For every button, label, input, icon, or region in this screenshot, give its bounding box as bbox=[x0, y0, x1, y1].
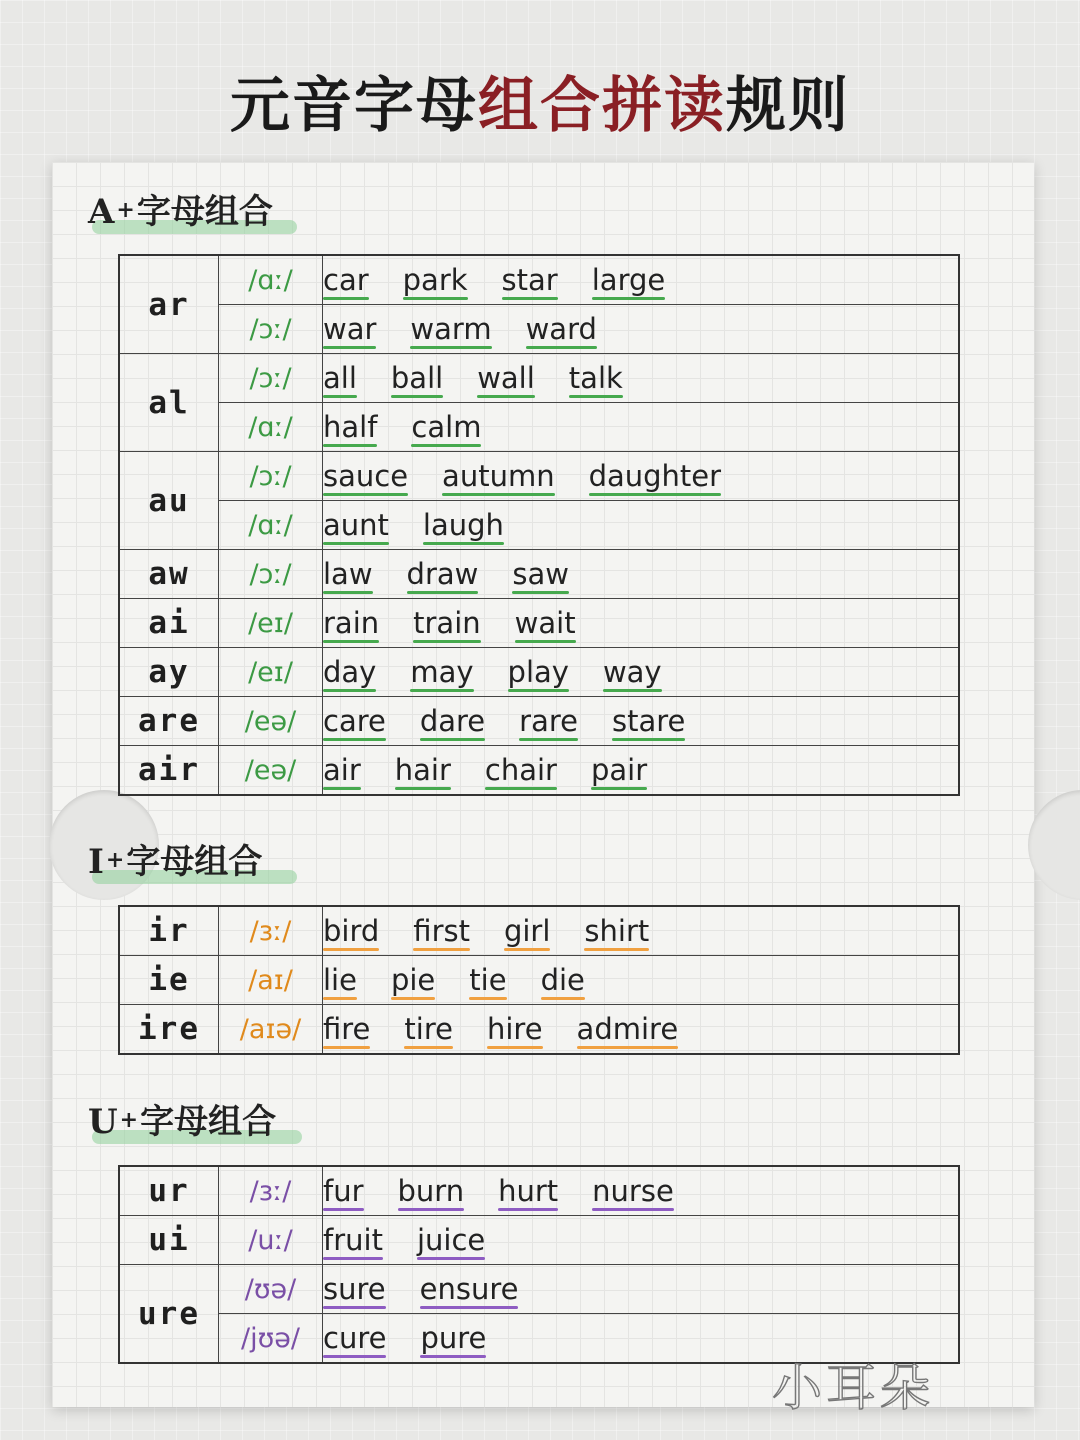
table-row bbox=[119, 452, 959, 501]
example-word-text: sauce bbox=[323, 459, 409, 493]
vowel-underline bbox=[323, 738, 386, 741]
vowel-underline bbox=[592, 1208, 674, 1211]
section-letter: A bbox=[88, 192, 115, 232]
vowel-underline bbox=[323, 1046, 370, 1049]
table-row bbox=[119, 501, 959, 550]
example-words bbox=[323, 354, 960, 403]
vowel-underline bbox=[498, 1208, 558, 1211]
table-row bbox=[119, 697, 959, 746]
section-heading-a: A+字母组合 bbox=[88, 184, 273, 240]
vowel-underline bbox=[603, 689, 662, 692]
vowel-underline bbox=[508, 689, 569, 692]
letter-combo: ar bbox=[119, 255, 219, 354]
example-word bbox=[391, 360, 443, 396]
example-word bbox=[323, 360, 357, 396]
example-word bbox=[584, 913, 649, 949]
table-row bbox=[119, 354, 959, 403]
example-word-text: fruit bbox=[323, 1223, 383, 1257]
phonetic-symbol: /ɜː/ bbox=[219, 906, 323, 956]
letter-combo: al bbox=[119, 354, 219, 452]
example-word-text: dare bbox=[419, 704, 486, 738]
letter-combo: ir bbox=[119, 906, 219, 956]
example-word-text: ward bbox=[525, 312, 597, 346]
card-notch-right bbox=[1028, 790, 1080, 900]
example-word bbox=[569, 360, 623, 396]
example-word-text: play bbox=[507, 655, 569, 689]
example-word bbox=[515, 605, 576, 641]
example-word bbox=[323, 703, 386, 739]
vowel-underline bbox=[323, 493, 408, 496]
vowel-underline bbox=[398, 1208, 465, 1211]
vowel-underline bbox=[323, 542, 389, 545]
table-row bbox=[119, 956, 959, 1005]
example-word-text: calm bbox=[411, 410, 482, 444]
page-title bbox=[0, 58, 1080, 144]
title-part-3: 规则 bbox=[726, 71, 850, 141]
phonics-table-i bbox=[118, 905, 960, 1055]
example-word-text: war bbox=[323, 312, 377, 346]
example-word bbox=[323, 1173, 364, 1209]
section-heading-u: U+字母组合 bbox=[88, 1094, 276, 1150]
example-word bbox=[323, 1271, 386, 1307]
example-word bbox=[592, 1173, 674, 1209]
example-words bbox=[323, 1265, 960, 1314]
example-word bbox=[512, 556, 569, 592]
vowel-underline bbox=[477, 395, 535, 398]
example-word-text: first bbox=[413, 914, 470, 948]
example-word bbox=[410, 654, 473, 690]
example-word-text: admire bbox=[576, 1012, 679, 1046]
vowel-underline bbox=[591, 787, 647, 790]
watermark: 小耳朵 bbox=[772, 1359, 934, 1417]
letter-combo: ie bbox=[119, 956, 219, 1005]
example-word-text: wall bbox=[477, 361, 535, 395]
table-row bbox=[119, 1005, 959, 1055]
example-word-text: draw bbox=[406, 557, 479, 591]
vowel-underline bbox=[323, 640, 379, 643]
example-word bbox=[420, 703, 485, 739]
example-word bbox=[519, 703, 578, 739]
example-words bbox=[323, 697, 960, 746]
vowel-underline bbox=[584, 948, 649, 951]
vowel-underline bbox=[323, 997, 357, 1000]
vowel-underline bbox=[519, 738, 578, 741]
example-word bbox=[592, 262, 666, 298]
example-words bbox=[323, 906, 960, 956]
vowel-underline bbox=[487, 1046, 543, 1049]
example-word-text: train bbox=[413, 606, 481, 640]
example-word-text: nurse bbox=[592, 1174, 674, 1208]
vowel-underline bbox=[391, 395, 443, 398]
vowel-underline bbox=[442, 493, 555, 496]
example-word bbox=[323, 1222, 383, 1258]
section-label: 字母组合 bbox=[126, 842, 263, 882]
vowel-underline bbox=[411, 444, 481, 447]
example-words bbox=[323, 1216, 960, 1265]
example-word-text: saw bbox=[512, 557, 569, 591]
example-word bbox=[407, 556, 479, 592]
example-word-text: chair bbox=[484, 753, 557, 787]
letter-combo: ur bbox=[119, 1166, 219, 1216]
example-word-text: air bbox=[323, 753, 361, 787]
vowel-underline bbox=[569, 395, 623, 398]
example-word bbox=[323, 556, 373, 592]
vowel-underline bbox=[512, 591, 569, 594]
example-word-text: star bbox=[501, 263, 558, 297]
example-word bbox=[391, 962, 435, 998]
table-row bbox=[119, 648, 959, 697]
example-word bbox=[589, 458, 721, 494]
example-word-text: rare bbox=[519, 704, 578, 738]
letter-combo: ay bbox=[119, 648, 219, 697]
phonetic-symbol: /uː/ bbox=[219, 1216, 323, 1265]
example-words bbox=[323, 648, 960, 697]
letter-combo: are bbox=[119, 697, 219, 746]
vowel-underline bbox=[420, 1306, 519, 1309]
phonetic-symbol: /ɜː/ bbox=[219, 1166, 323, 1216]
title-part-2: 组合拼读 bbox=[478, 71, 726, 141]
vowel-underline bbox=[413, 948, 470, 951]
example-words bbox=[323, 1166, 960, 1216]
vowel-underline bbox=[420, 1355, 486, 1358]
example-word-text: juice bbox=[416, 1223, 486, 1257]
example-word-text: day bbox=[323, 655, 377, 689]
letter-combo: aw bbox=[119, 550, 219, 599]
example-word-text: bird bbox=[323, 914, 380, 948]
example-word-text: park bbox=[402, 263, 468, 297]
vowel-underline bbox=[526, 346, 597, 349]
phonetic-symbol: /ʊə/ bbox=[219, 1265, 323, 1314]
example-word-text: hair bbox=[394, 753, 451, 787]
example-word bbox=[323, 311, 376, 347]
example-word-text: shirt bbox=[584, 914, 650, 948]
example-words bbox=[323, 1005, 960, 1055]
section-label: 字母组合 bbox=[140, 1102, 277, 1142]
letter-combo: ai bbox=[119, 599, 219, 648]
vowel-underline bbox=[323, 395, 357, 398]
vowel-underline bbox=[612, 738, 685, 741]
example-word-text: ball bbox=[390, 361, 444, 395]
example-word-text: law bbox=[323, 557, 373, 591]
vowel-underline bbox=[323, 297, 369, 300]
section-letter: I bbox=[88, 842, 104, 882]
example-word bbox=[403, 262, 468, 298]
vowel-underline bbox=[323, 689, 376, 692]
phonetic-symbol: /eə/ bbox=[219, 746, 323, 796]
example-word bbox=[404, 1011, 453, 1047]
example-word bbox=[323, 605, 379, 641]
vowel-underline bbox=[592, 297, 666, 300]
vowel-underline bbox=[323, 1208, 364, 1211]
letter-combo: au bbox=[119, 452, 219, 550]
section-heading-i: I+字母组合 bbox=[88, 834, 262, 890]
example-word bbox=[485, 752, 557, 788]
example-word bbox=[603, 654, 662, 690]
phonetic-symbol: /aɪ/ bbox=[219, 956, 323, 1005]
example-word bbox=[442, 458, 555, 494]
phonetic-symbol: /ɔː/ bbox=[219, 550, 323, 599]
example-word-text: autumn bbox=[442, 459, 555, 493]
vowel-underline bbox=[423, 542, 504, 545]
vowel-underline bbox=[469, 997, 506, 1000]
example-word-text: large bbox=[591, 263, 666, 297]
example-word bbox=[420, 1271, 519, 1307]
phonetic-symbol: /eɪ/ bbox=[219, 648, 323, 697]
letter-combo: air bbox=[119, 746, 219, 796]
example-word-text: way bbox=[602, 655, 662, 689]
vowel-underline bbox=[395, 787, 451, 790]
phonetic-symbol: /aɪə/ bbox=[219, 1005, 323, 1055]
table-row bbox=[119, 1216, 959, 1265]
phonetic-symbol: /ɔː/ bbox=[219, 305, 323, 354]
table-row bbox=[119, 906, 959, 956]
vowel-underline bbox=[323, 1306, 386, 1309]
example-word-text: lie bbox=[323, 963, 357, 997]
table-row bbox=[119, 255, 959, 305]
example-word bbox=[420, 1320, 486, 1356]
vowel-underline bbox=[323, 948, 379, 951]
example-word-text: laugh bbox=[422, 508, 504, 542]
example-word bbox=[413, 913, 470, 949]
example-word-text: daughter bbox=[588, 459, 722, 493]
table-row bbox=[119, 305, 959, 354]
example-word-text: fire bbox=[323, 1012, 371, 1046]
example-word bbox=[577, 1011, 679, 1047]
example-word-text: wait bbox=[514, 606, 576, 640]
vowel-underline bbox=[410, 346, 491, 349]
phonetic-symbol: /ɔː/ bbox=[219, 354, 323, 403]
example-word-text: pure bbox=[420, 1321, 487, 1355]
example-word-text: care bbox=[323, 704, 386, 738]
phonetic-symbol: /eɪ/ bbox=[219, 599, 323, 648]
phonetic-symbol: /eə/ bbox=[219, 697, 323, 746]
example-word-text: cure bbox=[323, 1321, 387, 1355]
phonetic-symbol: /ɔː/ bbox=[219, 452, 323, 501]
example-words bbox=[323, 501, 960, 550]
example-word-text: die bbox=[540, 963, 585, 997]
example-words bbox=[323, 956, 960, 1005]
vowel-underline bbox=[515, 640, 576, 643]
vowel-underline bbox=[541, 997, 585, 1000]
example-word bbox=[502, 262, 558, 298]
example-word-text: car bbox=[323, 263, 369, 297]
vowel-underline bbox=[410, 689, 473, 692]
example-word bbox=[323, 507, 389, 543]
vowel-underline bbox=[323, 346, 376, 349]
table-row bbox=[119, 550, 959, 599]
example-word bbox=[498, 1173, 558, 1209]
example-word-text: pair bbox=[590, 753, 648, 787]
table-row bbox=[119, 746, 959, 796]
example-word-text: girl bbox=[503, 914, 551, 948]
section-letter: U bbox=[88, 1102, 118, 1142]
vowel-underline bbox=[403, 297, 468, 300]
phonics-table-a bbox=[118, 254, 960, 796]
example-word-text: burn bbox=[397, 1174, 465, 1208]
example-word bbox=[398, 1173, 465, 1209]
vowel-underline bbox=[323, 591, 373, 594]
letter-combo: ure bbox=[119, 1265, 219, 1364]
vowel-underline bbox=[504, 948, 550, 951]
vowel-underline bbox=[417, 1257, 485, 1260]
example-words bbox=[323, 403, 960, 452]
example-word-text: hire bbox=[486, 1012, 543, 1046]
vowel-underline bbox=[323, 787, 361, 790]
example-word bbox=[469, 962, 506, 998]
example-word-text: warm bbox=[410, 312, 492, 346]
example-word bbox=[504, 913, 550, 949]
example-word bbox=[541, 962, 585, 998]
example-word bbox=[323, 962, 357, 998]
example-word-text: half bbox=[323, 410, 378, 444]
example-word-text: talk bbox=[568, 361, 623, 395]
vowel-underline bbox=[323, 444, 377, 447]
example-word-text: sure bbox=[323, 1272, 386, 1306]
example-word bbox=[323, 1011, 370, 1047]
table-row bbox=[119, 403, 959, 452]
example-word bbox=[591, 752, 647, 788]
example-word-text: fur bbox=[323, 1174, 364, 1208]
example-word bbox=[612, 703, 685, 739]
phonetic-symbol: /ɑː/ bbox=[219, 255, 323, 305]
vowel-underline bbox=[485, 787, 557, 790]
vowel-underline bbox=[589, 493, 721, 496]
example-word-text: pie bbox=[390, 963, 436, 997]
example-word bbox=[411, 409, 481, 445]
example-words bbox=[323, 452, 960, 501]
vowel-underline bbox=[323, 1355, 386, 1358]
example-word bbox=[323, 409, 377, 445]
example-word bbox=[323, 752, 361, 788]
example-word-text: stare bbox=[611, 704, 686, 738]
example-word bbox=[323, 654, 376, 690]
example-word-text: may bbox=[410, 655, 474, 689]
phonetic-symbol: /jʊə/ bbox=[219, 1314, 323, 1364]
example-word bbox=[323, 1320, 386, 1356]
example-word-text: all bbox=[323, 361, 357, 395]
example-word bbox=[323, 262, 369, 298]
phonics-table-u bbox=[118, 1165, 960, 1364]
example-words bbox=[323, 550, 960, 599]
vowel-underline bbox=[407, 591, 479, 594]
example-word bbox=[487, 1011, 543, 1047]
example-word bbox=[508, 654, 569, 690]
table-row bbox=[119, 1265, 959, 1314]
example-word-text: rain bbox=[323, 606, 380, 640]
example-word bbox=[526, 311, 597, 347]
example-words bbox=[323, 746, 960, 796]
example-word bbox=[410, 311, 491, 347]
phonetic-symbol: /ɑː/ bbox=[219, 501, 323, 550]
vowel-underline bbox=[323, 1257, 383, 1260]
vowel-underline bbox=[391, 997, 435, 1000]
example-word bbox=[417, 1222, 485, 1258]
title-part-1: 元音字母 bbox=[230, 71, 478, 141]
example-word bbox=[423, 507, 504, 543]
example-word-text: tire bbox=[404, 1012, 453, 1046]
example-word-text: tie bbox=[469, 963, 507, 997]
example-word bbox=[477, 360, 535, 396]
vowel-underline bbox=[502, 297, 558, 300]
example-word-text: ensure bbox=[419, 1272, 519, 1306]
example-words bbox=[323, 599, 960, 648]
example-words bbox=[323, 255, 960, 305]
example-words bbox=[323, 305, 960, 354]
vowel-underline bbox=[404, 1046, 453, 1049]
example-word bbox=[395, 752, 451, 788]
example-word bbox=[323, 458, 408, 494]
example-word-text: aunt bbox=[323, 508, 389, 542]
vowel-underline bbox=[420, 738, 485, 741]
vowel-underline bbox=[413, 640, 481, 643]
letter-combo: ui bbox=[119, 1216, 219, 1265]
table-row bbox=[119, 599, 959, 648]
letter-combo: ire bbox=[119, 1005, 219, 1055]
table-row bbox=[119, 1166, 959, 1216]
example-word bbox=[323, 913, 379, 949]
example-word bbox=[413, 605, 481, 641]
example-word-text: hurt bbox=[498, 1174, 559, 1208]
section-label: 字母组合 bbox=[136, 192, 273, 232]
vowel-underline bbox=[577, 1046, 679, 1049]
phonetic-symbol: /ɑː/ bbox=[219, 403, 323, 452]
